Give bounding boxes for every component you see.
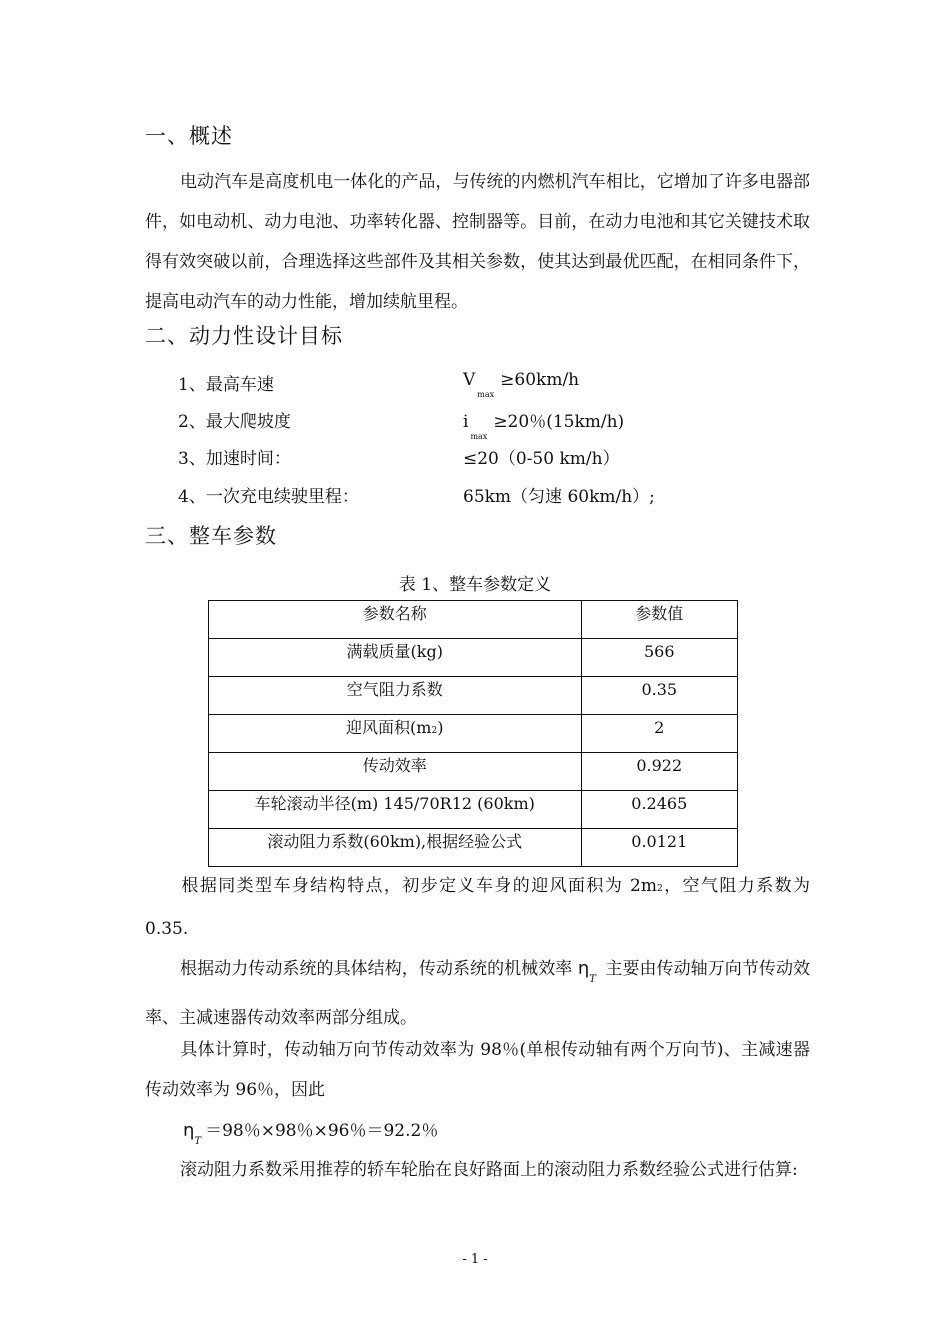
paragraph-text: 根据同类型车身结构特点，初步定义车身的迎风面积为 2m [180, 876, 657, 896]
paragraph-text-tail: ，空气阻力系数为 0.35. [145, 876, 811, 939]
cell-text: 迎风面积(m [346, 718, 432, 737]
target-value: ≤20（0-50 km/h） [463, 449, 620, 469]
target-symbol: V [463, 370, 476, 390]
target-label: 3、加速时间： [178, 449, 291, 469]
table-cell-name: 传动效率 [209, 753, 582, 791]
table-cell-value: 566 [581, 639, 737, 677]
table-header-cell: 参数值 [581, 601, 737, 639]
efficiency-paragraph [145, 946, 810, 1041]
table-cell-value: 2 [581, 715, 737, 753]
table-row [209, 677, 738, 715]
overview-paragraph [145, 162, 810, 322]
table-cell-name: 空气阻力系数 [209, 677, 582, 715]
page-number: - 1 - [462, 1252, 488, 1267]
overview-text: 电动汽车是高度机电一体化的产品，与传统的内燃机汽车相比，它增加了许多电器部件，如电动机、动力电池、功率转化器、控制器等。目前，在动力电池和其它关键技术取得有效突破以前，合理选择这些部件及其相关参数，使其达到最优匹配，在相同条件下，提高电动汽车的动力性能，增加续航里程。 [145, 172, 810, 312]
table-row [209, 829, 738, 867]
table-header-row [209, 601, 738, 639]
table-cell-value: 0.35 [581, 677, 737, 715]
section-2-heading: 二、动力性设计目标 [145, 324, 343, 348]
target-value [463, 407, 625, 441]
table-row [209, 791, 738, 829]
calculation-paragraph [145, 1030, 810, 1110]
table-cell-value: 0.922 [581, 753, 737, 791]
eta-subscript: T [194, 1136, 202, 1147]
target-label: 2、最大爬坡度 [178, 412, 291, 432]
target-subscript: max [477, 390, 495, 399]
eta-symbol: η [577, 958, 590, 979]
section-1-heading: 一、概述 [145, 124, 233, 148]
table-row [209, 753, 738, 791]
paragraph-text: 根据动力传动系统的具体结构，传动系统的机械效率 [180, 959, 578, 979]
table-cell-value: 0.0121 [581, 829, 737, 867]
cell-text-tail: ) [437, 718, 444, 737]
rolling-resistance-paragraph [145, 1150, 810, 1190]
vehicle-parameter-table [208, 600, 738, 867]
target-value-text: ≥60km/h [500, 370, 580, 390]
paragraph-text-tail: 主要由传动轴万向节传动效率、主减速器传动效率两部分组成。 [145, 959, 811, 1028]
target-symbol: i [463, 412, 469, 432]
table-header-cell: 参数名称 [209, 601, 582, 639]
section-3-heading: 三、整车参数 [145, 524, 277, 548]
target-subscript: max [470, 432, 488, 441]
table-cell-name: 滚动阻力系数(60km),根据经验公式 [209, 829, 582, 867]
eta-subscript: T [589, 974, 596, 985]
superscript: 2 [657, 884, 663, 894]
superscript: 2 [431, 726, 438, 736]
paragraph-text: 滚动阻力系数采用推荐的轿车轮胎在良好路面上的滚动阻力系数经验公式进行估算: [180, 1160, 798, 1180]
table-cell-name [209, 715, 582, 753]
frontal-area-paragraph [145, 866, 810, 949]
table-caption: 表 1、整车参数定义 [398, 575, 552, 595]
target-value: 65km（匀速 60km/h）; [463, 487, 655, 507]
table-cell-name: 满载质量(kg) [209, 639, 582, 677]
table-row [209, 639, 738, 677]
target-value [463, 370, 580, 399]
table-cell-name: 车轮滚动半径(m) 145/70R12 (60km) [209, 791, 582, 829]
target-label: 1、最高车速 [178, 375, 274, 395]
table-cell-value: 0.2465 [581, 791, 737, 829]
efficiency-formula [183, 1116, 439, 1147]
target-value-text: ≥20％(15km/h) [493, 412, 625, 432]
eta-symbol: η [183, 1120, 195, 1141]
formula-expression: ＝98％×98％×96％＝92.2％ [205, 1121, 439, 1141]
target-label: 4、一次充电续驶里程： [178, 487, 359, 507]
table-row [209, 715, 738, 753]
paragraph-text: 具体计算时，传动轴万向节传动效率为 98％(单根传动轴有两个万向节)、主减速器传动效率为 96％，因此 [145, 1040, 810, 1100]
